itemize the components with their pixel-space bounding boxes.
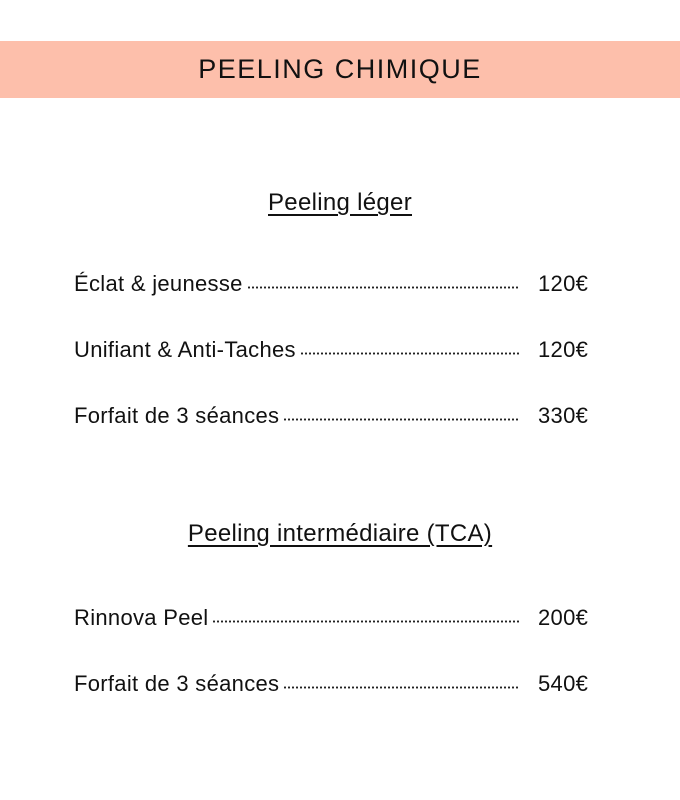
service-label: Rinnova Peel (74, 605, 209, 630)
price-row (74, 603, 604, 633)
page-title: PEELING CHIMIQUE (198, 54, 482, 84)
dot-leader (247, 286, 520, 289)
header-banner (0, 41, 680, 98)
dot-leader (283, 686, 520, 689)
service-price: 200€ (538, 605, 589, 630)
dot-leader (300, 352, 520, 355)
price-row (74, 669, 604, 699)
service-price: 540€ (538, 671, 589, 696)
service-label: Éclat & jeunesse (74, 271, 243, 296)
price-row (74, 401, 604, 431)
section-title-peeling-intermediaire: Peeling intermédiaire (TCA) (187, 520, 493, 547)
price-row (74, 335, 604, 365)
price-row (74, 269, 604, 299)
section-title-peeling-leger: Peeling léger (268, 189, 412, 216)
dot-leader (212, 620, 520, 623)
service-price: 330€ (538, 403, 589, 428)
dot-leader (283, 418, 520, 421)
service-label: Forfait de 3 séances (74, 671, 280, 696)
service-price: 120€ (538, 337, 589, 362)
service-label: Forfait de 3 séances (74, 403, 280, 428)
service-price: 120€ (538, 271, 589, 296)
service-label: Unifiant & Anti-Taches (74, 337, 296, 362)
